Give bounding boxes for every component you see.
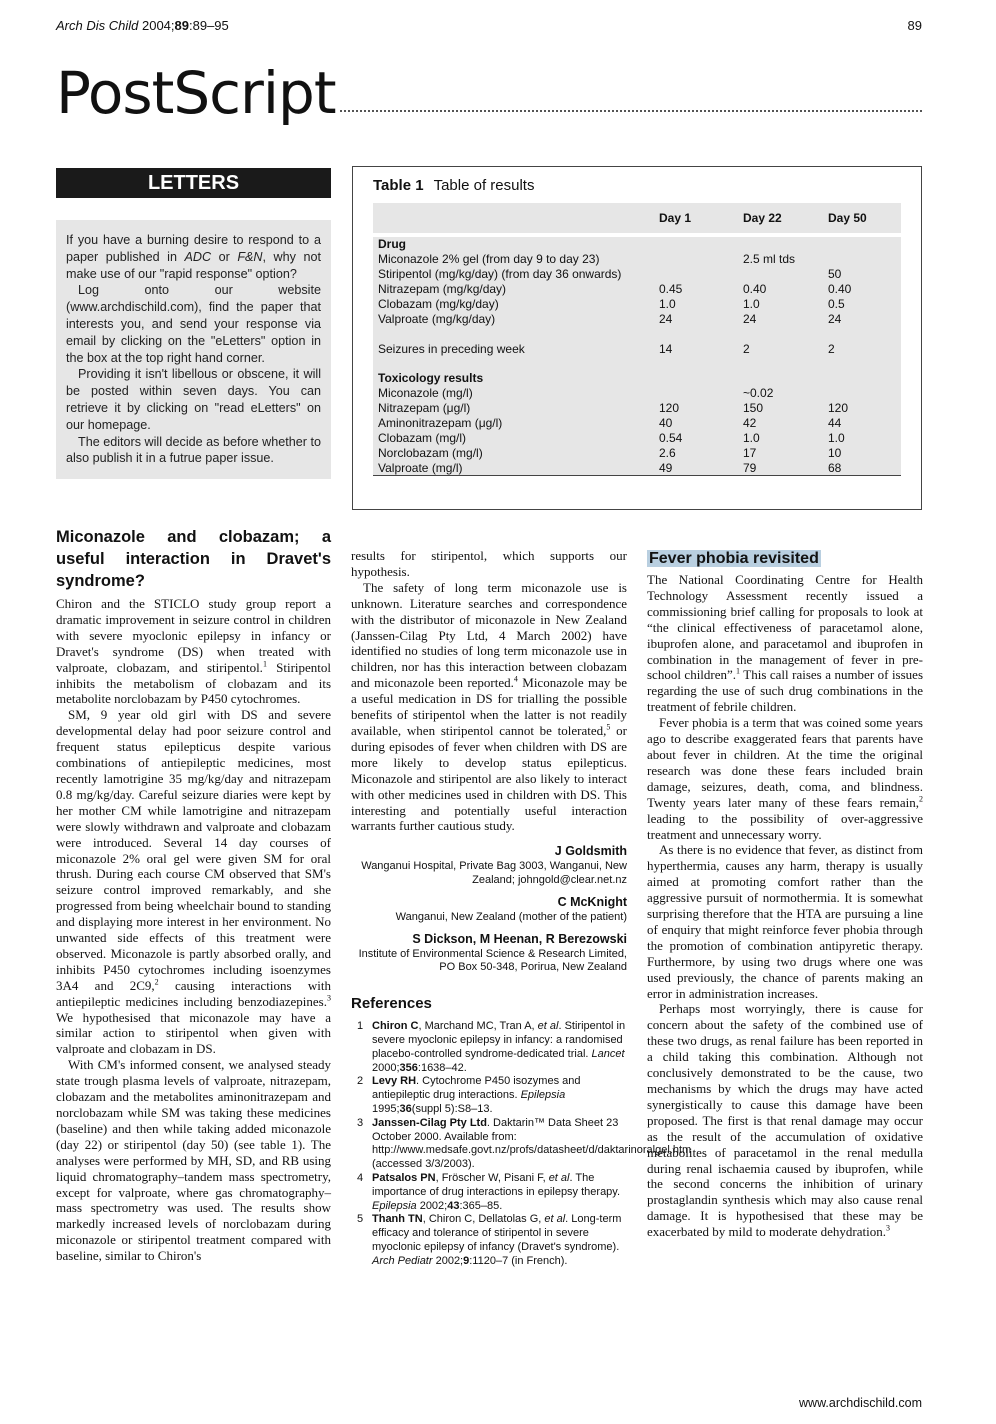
table-label: Table 1	[373, 177, 424, 194]
reference-text: 1995;	[372, 1103, 400, 1116]
table-cell: 1.0	[659, 297, 676, 311]
table-row-label: Toxicology results	[378, 371, 484, 385]
article-title: Miconazole and clobazam; a useful interaction in Dravet's syndrome?	[56, 528, 331, 590]
letters-panel	[56, 220, 331, 479]
author-name: S Dickson, M Heenan, R Berezowski	[412, 931, 627, 946]
table-cell: 0.5	[828, 297, 845, 311]
footer-url[interactable]: www.archdischild.com	[799, 1396, 922, 1410]
citation-marker: 1	[736, 667, 741, 677]
letters-paragraph: The editors will decide as before whether to also publish it in a futrue paper issue.	[66, 434, 321, 466]
author-block	[351, 842, 627, 886]
citation-marker: 3	[885, 1223, 890, 1233]
author-name: J Goldsmith	[554, 844, 627, 859]
table-cell: 24	[828, 312, 842, 326]
reference-text: , Chiron C, Dellatolas G,	[422, 1213, 545, 1226]
table-cell: 79	[743, 461, 757, 475]
article-column-1	[56, 526, 331, 1264]
author-affiliation: Wanganui, New Zealand (mother of the patient)	[395, 910, 627, 923]
table-cell: 2	[828, 342, 835, 356]
letters-heading: LETTERS	[56, 168, 331, 198]
table-row-label: Valproate (mg/kg/day)	[378, 312, 496, 326]
table-row-label: Seizures in preceding week	[378, 342, 525, 356]
reference-volume: 356	[399, 1061, 418, 1074]
table-row	[373, 282, 901, 297]
table-row-label: Nitrazepam (μg/l)	[378, 401, 471, 415]
table-cell: 120	[828, 401, 849, 415]
reference-volume: 9	[463, 1254, 470, 1267]
article-paragraph: The National Coordinating Centre for Health Technology Assessment recently issued a commissioning brief calling for proposals to look at “the clinical effectiveness of paracetamol alone, ibuprofen alone, and paracetamol and ibuprofen in combination in the management of fever in pre-school children”.$^1$ This call raises a number of issues regarding the use of such drug combinations in the treatment of febrile children.	[647, 572, 924, 715]
table-row-label: Norclobazam (mg/l)	[378, 446, 483, 460]
article-paragraph: As there is no evidence that fever, as distinct from hyperthermia, causes any harm, therapy is usually aimed at promoting comfort rather than the aggressive pursuit of normothermia. It is somewhat surprising therefore that the HTA are pursuing a line of enquiry that might reinforce fever phobia through the promotion of combination antipyretic therapy. Furthermore, by using two drugs where one was used previously, the chance of parents making an error in administration increases.	[647, 842, 923, 1001]
reference-text: 2002;	[416, 1199, 448, 1212]
table-cell: 2.5 ml tds	[743, 252, 796, 266]
reference-number: 4	[357, 1172, 364, 1184]
citation-marker: 4	[513, 674, 518, 684]
table-row-label: Drug	[378, 237, 406, 251]
table-column-header: Day 1	[659, 211, 692, 225]
reference-text: (suppl 5):S8–13.	[411, 1103, 493, 1116]
table-row	[373, 267, 901, 282]
table-row-label: Miconazole 2% gel (from day 9 to day 23)	[378, 252, 600, 266]
article-paragraph: Chiron and the STICLO study group report a dramatic improvement in seizure control in children with severe myoclonic epilepsy in infancy or Dravet's syndrome (DS) when treated with valproate, clobazam, and stiripentol.$^1$ Stiripentol inhibits the metabolism of clobazam and its metabolite norclobazam by P450 cytochromes.	[56, 596, 332, 707]
table-row	[373, 446, 901, 461]
table-cell: 17	[743, 446, 757, 460]
table-row-label: Stiripentol (mg/kg/day) (from day 36 onwards)	[378, 267, 622, 281]
citation-marker: 5	[606, 722, 611, 732]
reference-item	[351, 1172, 627, 1213]
table-row-label: Clobazam (mg/l)	[378, 431, 467, 445]
reference-journal: Lancet	[591, 1047, 625, 1060]
table-column-header: Day 22	[743, 211, 782, 225]
section-title: PostScript	[56, 59, 336, 127]
references-heading: References	[351, 995, 432, 1013]
table-cell: 0.54	[659, 431, 683, 445]
table-cell: 1.0	[743, 297, 760, 311]
journal-citation: Arch Dis Child 2004;89:89–95	[56, 18, 229, 33]
table-cell: ~0.02	[743, 386, 774, 400]
reference-authors: Patsalos PN	[372, 1172, 436, 1184]
table-cell: 1.0	[828, 431, 845, 445]
reference-authors: Thanh TN	[372, 1213, 423, 1226]
reference-text: , Marchand MC, Tran A,	[418, 1020, 538, 1033]
table-row	[373, 312, 901, 327]
reference-text: :1638–42.	[417, 1061, 467, 1074]
table-cell: 50	[828, 267, 842, 281]
reference-text: :1120–7 (in French).	[469, 1254, 568, 1267]
citation-marker: 1	[262, 659, 267, 669]
reference-item	[351, 1213, 627, 1268]
article-column-2	[351, 548, 692, 1269]
table-row	[373, 416, 901, 431]
table-cell: 150	[743, 401, 764, 415]
reference-text: , Fröscher W, Pisani F,	[435, 1172, 549, 1184]
table-cell: 24	[743, 312, 757, 326]
reference-text: . Daktarin™ Data Sheet 23 October 2000. Available from: http://www.medsafe.govt.nz/profs/datasheet/d/daktarinoralgel.htm (accessed 3/3/2003).	[372, 1116, 692, 1171]
article-paragraph: results for stiripentol, which supports our hypothesis.	[351, 548, 627, 579]
table-cell: 10	[828, 446, 842, 460]
table-cell: 0.45	[659, 282, 683, 296]
table-cell: 14	[659, 342, 673, 356]
table-row	[373, 237, 901, 252]
table-row	[373, 252, 901, 267]
reference-text: 2000;	[372, 1061, 400, 1074]
section-header	[56, 58, 922, 128]
reference-text: . Long-term efficacy and tolerance of stiripentol in severe myoclonic epilepsy of infancy (Dravet's syndrome).	[372, 1213, 622, 1253]
reference-text: . Stiripentol in severe myoclonic epilepsy in infancy: a randomised placebo-controlled syndrome-dedicated trial.	[372, 1020, 626, 1060]
table-title: Table of results	[433, 177, 535, 194]
author-name: C McKnight	[557, 894, 627, 909]
table-row-label: Nitrazepam (mg/kg/day)	[378, 282, 507, 296]
table-cell: 2	[743, 342, 750, 356]
table-cell: 2.6	[659, 446, 676, 460]
table-cell: 68	[828, 461, 842, 475]
table-header-row	[373, 203, 901, 233]
reference-number: 2	[357, 1075, 364, 1088]
reference-text: . The importance of drug interactions in epilepsy therapy.	[372, 1172, 621, 1198]
table-cell: 44	[828, 416, 842, 430]
reference-etal: et al	[537, 1020, 559, 1033]
reference-item	[351, 1075, 627, 1116]
reference-journal: Arch Pediatr	[372, 1254, 433, 1267]
table-cell: 0.40	[828, 282, 852, 296]
article-paragraph: Fever phobia is a term that was coined some years ago to describe exaggerated fears that parents have about fever in children. At the time the original research was done these fears included brain damage, seizures, death, coma, and blindness. Twenty years later many of these fears remain,$^2$ leading to the possibility of over-aggressive treatment and unnecessary worry.	[647, 715, 923, 842]
table-row-label: Miconazole (mg/l)	[378, 386, 473, 400]
reference-text: :365–85.	[459, 1199, 503, 1212]
article-title: Fever phobia revisited	[649, 550, 819, 567]
article-paragraph: The safety of long term miconazole use is unknown. Literature searches and correspondence with the distributor of miconazole in New Zealand (Janssen-Cilag Pty Ltd, 4 March 2002) have identified no studies of long term miconazole use in children, nor has this interaction between clobazam and miconazole been reported.$^4$ Miconazole may be a useful medication in DS for trialling the possible benefits of stiripentol when the latter is not readily available, when stiripentol cannot be tolerated,$^5$ or during episodes of fever when children with DS are more likely to develop status epilepticus. Miconazole and stiripentol are also likely to interact with other medicines used in children with DS. This interesting and potentially useful interaction warrants further cautious study.	[351, 579, 627, 834]
citation-marker: 2	[919, 794, 923, 804]
letters-info-box	[56, 168, 331, 479]
table-caption	[373, 177, 534, 194]
table-cell: 40	[659, 416, 673, 430]
table-row	[373, 431, 901, 446]
page-number: 89	[907, 18, 922, 33]
reference-text: . Cytochrome P450 isozymes and antiepileptic drug interactions.	[372, 1075, 581, 1102]
reference-volume: 43	[447, 1199, 460, 1212]
table-row	[373, 401, 901, 416]
table-cell: 24	[659, 312, 673, 326]
reference-item	[351, 1116, 692, 1172]
reference-number: 3	[357, 1116, 364, 1129]
letters-paragraph: Log onto our website (www.archdischild.com), find the paper that interests you, and send your response via email by clicking on the "eLetters" option in the box at the top right hand corner.	[66, 283, 321, 365]
references-list	[351, 1020, 692, 1268]
reference-authors: Chiron C	[372, 1020, 419, 1033]
citation-marker: 2	[154, 977, 159, 987]
reference-authors: Janssen-Cilag Pty Ltd	[372, 1116, 487, 1129]
table-row	[373, 342, 901, 357]
results-table	[352, 166, 922, 510]
reference-number: 5	[357, 1213, 364, 1226]
table-cell: 42	[743, 416, 757, 430]
reference-volume: 36	[399, 1103, 412, 1116]
reference-authors: Levy RH	[372, 1075, 417, 1088]
author-affiliation: Institute of Environmental Science & Research Limited, PO Box 50-348, Porirua, New Zealand	[358, 947, 627, 974]
reference-etal: et al	[544, 1213, 566, 1226]
table-column-header: Day 50	[828, 211, 867, 225]
table-row-label: Clobazam (mg/kg/day)	[378, 297, 499, 311]
reference-text: 2002;	[432, 1254, 464, 1267]
author-block	[351, 930, 627, 974]
table-cell: 120	[659, 401, 680, 415]
letters-paragraph: If you have a burning desire to respond to a paper published in ADC or F&N, why not make use of our "rapid response" option?	[66, 233, 321, 281]
table-row-label: Aminonitrazepam (μg/l)	[378, 416, 503, 430]
article-column-3	[647, 548, 923, 1240]
reference-journal: Epilepsia	[520, 1089, 566, 1102]
table-body	[373, 237, 901, 476]
author-affiliation[interactable]: Wanganui Hospital, Private Bag 3003, Wanganui, New Zealand; johngold@clear.net.nz	[361, 860, 627, 886]
table-cell: 49	[659, 461, 673, 475]
table-row	[373, 297, 901, 312]
article-paragraph: With CM's informed consent, we analysed steady state trough plasma levels of valproate, nitrazepam, clobazam and the metabolites aminonitrazepam and norclobazam while SM was taking these medicines (baseline) and then while taking added miconazole (day 22) or stiripentol (day 50) (see table 1). The analyses were performed by MH, SD, and RB using liquid chromatography–tandem mass spectrometry, except for valproate, where gas chromatography–mass spectrometry was used. The results show markedly increased levels of norclobazam during miconazole or stiripentol treatment compared with baseline, similar to Chiron's	[56, 1057, 331, 1264]
table-cell: 1.0	[743, 431, 760, 445]
reference-etal: et al	[548, 1172, 570, 1184]
reference-number: 1	[357, 1020, 364, 1033]
letters-paragraph: Providing it isn't libellous or obscene, it will be posted within seven days. You can retrieve it by clicking on "read eLetters" on our homepage.	[66, 367, 321, 432]
article-paragraph: Perhaps most worryingly, there is cause for concern about the safety of the combined use of these two drugs, as renal failure has been reported in a child taking this combination. Although not conclusively demonstrated to be the cause, two mechanisms by which the drugs may have acted synergistically to cause this damage have been proposed. The first is that renal damage may occur as the result of the accumulation of oxidative metabolites of paracetamol in the renal medulla during renal ischaemia caused by ibuprofen, while the second concerns the inhibition of urinary prostaglandin synthesis which may also cause renal damage. It is hypothesised that these may be exacerbated by mild to moderate dehydration.$^3$	[647, 1001, 923, 1240]
running-head	[56, 18, 922, 33]
reference-journal: Epilepsia	[372, 1199, 417, 1212]
table-row	[373, 461, 901, 476]
author-block	[351, 893, 627, 924]
citation-marker: 3	[327, 993, 331, 1003]
article-paragraph: SM, 9 year old girl with DS and severe developmental delay had poor seizure control and frequent status epilepticus despite various combinations of antiepileptic medicines, most recently lamotrigine 35 mg/kg/day and nitrazepam 0.8 mg/kg/day. Careful seizure diaries were kept by her mother CM while lamotrigine and nitrazepam were slowly withdrawn and valproate and clobazam were introduced. Several 14 day courses of miconazole 2% oral gel were given SM for oral thrush. During each course CM observed that SM's seizure control improved remarkably, and she progressed from being wheelchair bound to standing and displaying more interest in her environment. No unwanted side effects of this treatment were observed. Miconazole is partly absorbed orally, and inhibits P450 cytochromes including isoenzymes 3A4 and 2C9,$^2$ causing interactions with antiepileptic medicines including benzodiazepines.$^3$ We hypothesised that miconazole may have a similar action to stiripentol when given with valproate and clobazam in DS.	[56, 707, 331, 1057]
table-row	[373, 386, 901, 401]
table-row	[373, 371, 901, 386]
reference-item	[351, 1020, 627, 1075]
table-row-label: Valproate (mg/l)	[378, 461, 463, 475]
table-cell: 0.40	[743, 282, 767, 296]
